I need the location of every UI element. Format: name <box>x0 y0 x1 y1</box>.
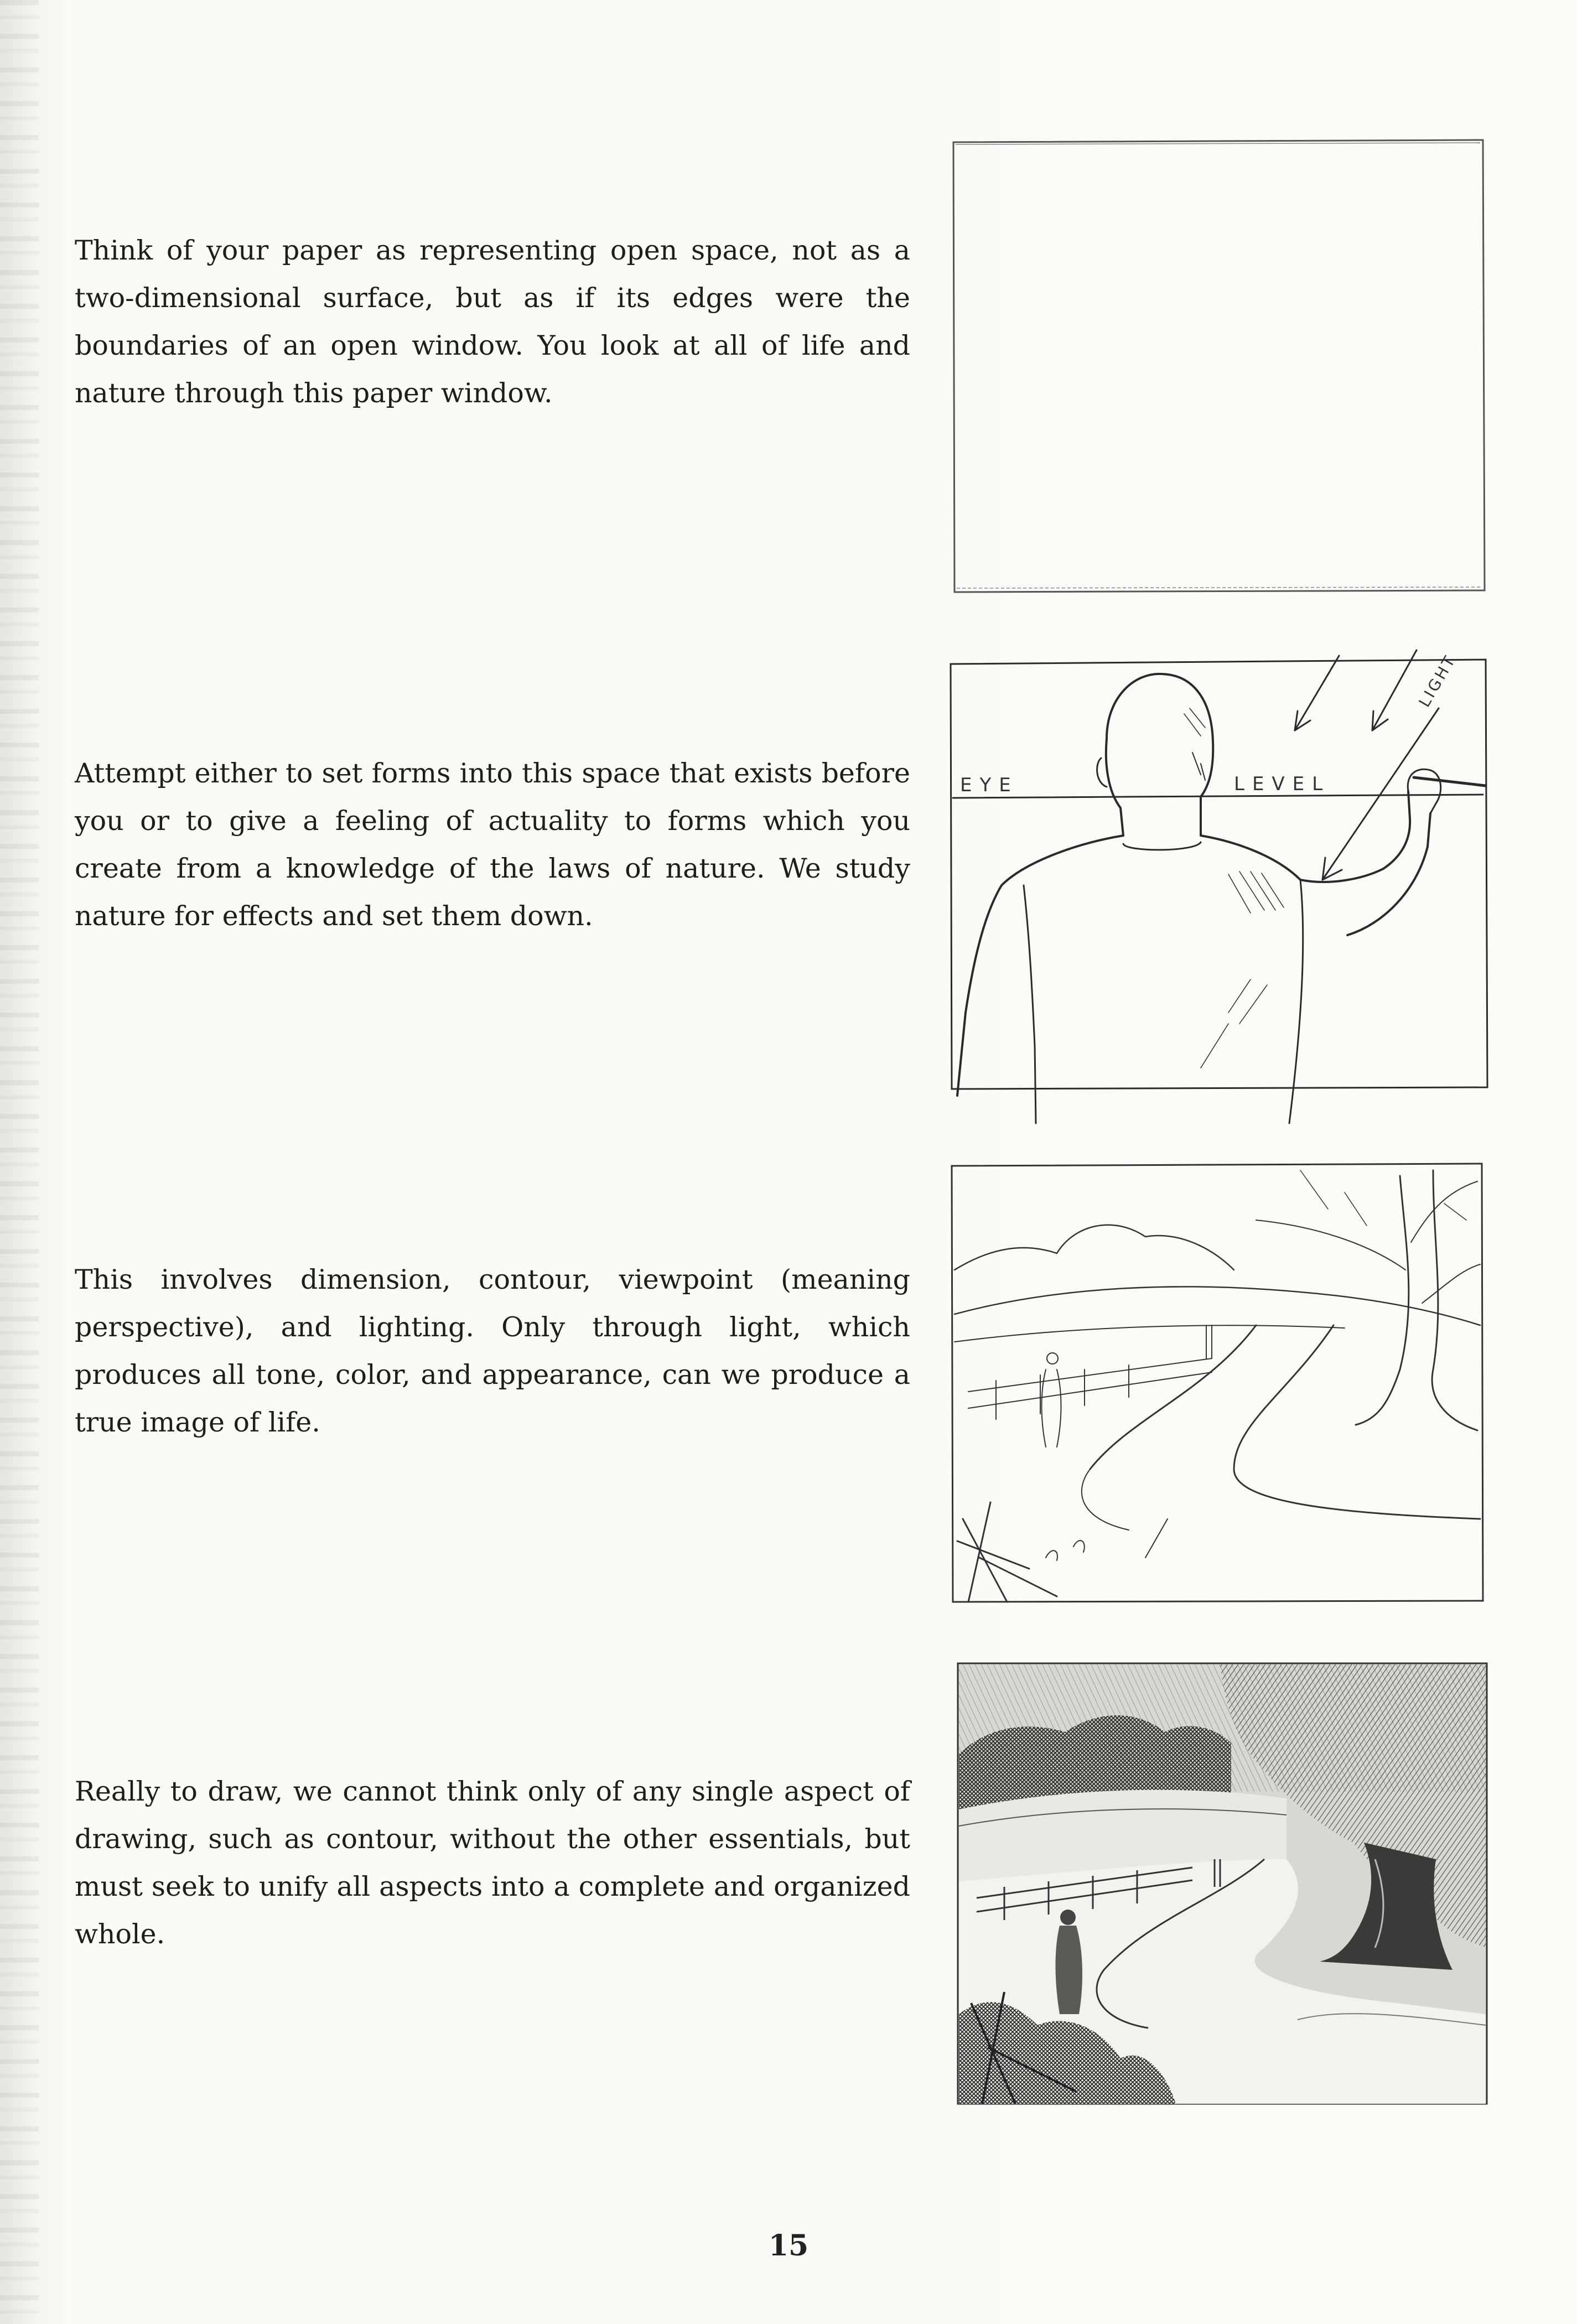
light-label: LIGHT <box>1415 651 1460 710</box>
paragraph-1: Think of your paper as representing open space, not as a two-dimensional surface, but as if its edges were the boundaries of an open window. You look at all of life and nature through this paper window. <box>75 235 910 409</box>
figure-landscape-tonal <box>954 1660 1491 2108</box>
paragraph-4: Really to draw, we cannot think only of any single aspect of drawing, such as contour, without the other essentials, but must seek to unify all aspects into a complete and organized whole. <box>75 1776 910 1950</box>
figure-landscape-contour <box>946 1159 1488 1607</box>
figure-eye-level <box>941 625 1494 1140</box>
paragraph-3: This involves dimension, contour, viewpoint (meaning perspective), and lighting. Only through light, which produces all tone, color, and appearance, can we produce a true image of life. <box>75 1264 910 1438</box>
eye-label: EYE <box>960 774 1019 796</box>
page-number: 15 <box>768 2229 809 2263</box>
paragraph-2: Attempt either to set forms into this space that exists before you or to give a feeling of actuality to forms which you create from a knowledge of the laws of nature. We study nature for effects and set them down. <box>75 758 910 932</box>
page-edge-shadow <box>0 0 39 2324</box>
level-label: LEVEL <box>1234 773 1331 795</box>
figure-empty-window <box>949 136 1491 600</box>
